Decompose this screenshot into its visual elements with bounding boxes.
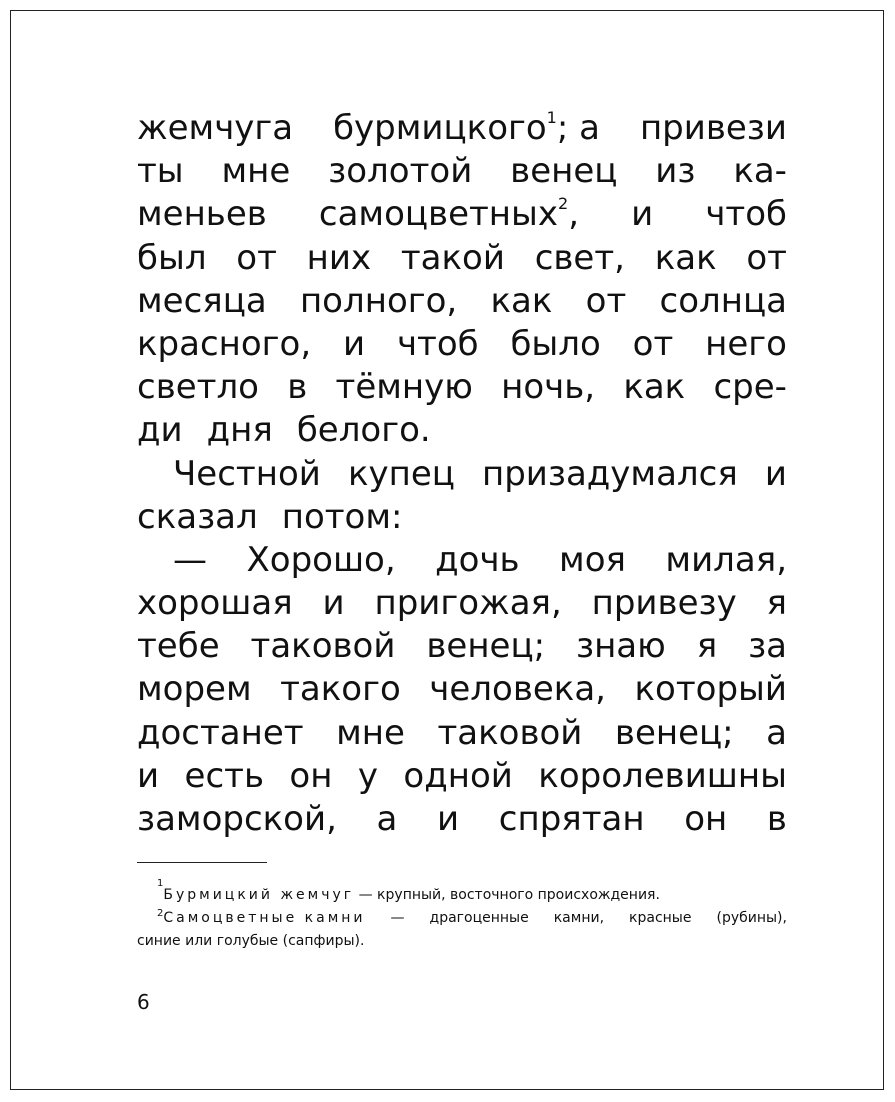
text-line [137,280,787,323]
word: который [634,669,787,710]
word: он [289,755,333,796]
word: за [748,626,787,667]
footnote-term: Бурмицкий жемчуг [163,887,355,903]
word: — [173,539,207,580]
word: как [490,280,553,321]
word: ночь, [501,367,596,408]
footnote-term-wrap [157,907,366,930]
word: и [631,194,654,235]
word: потом: [281,496,403,537]
word: милая, [665,539,787,580]
word: было [510,323,601,364]
text-line [137,323,787,366]
word: у [357,755,378,796]
word: ты [137,151,184,192]
word: самоцветных$^2$, [318,194,579,235]
text-line [137,107,787,150]
text-line [137,755,787,798]
text-line [137,668,787,711]
text-line [137,798,787,841]
word: купец [347,453,455,494]
word: таковой [437,712,583,753]
word: полного, [299,280,458,321]
word: а [376,799,398,839]
text-line [137,366,787,409]
footnote-word: драгоценные [429,910,529,926]
word: достанет [137,712,304,753]
word: тёмную [335,367,473,408]
word: таковой [250,626,396,667]
word: а [766,712,787,753]
word: венец [510,151,618,192]
footnote-word: красные [629,910,692,926]
text-line [137,712,787,755]
word: человека, [429,669,606,710]
word: ди [137,410,183,451]
word: и [322,583,345,624]
word: и [764,453,787,494]
word: них [306,237,372,278]
text-line [137,453,787,496]
footnote-word: камни, [553,910,605,926]
footnote-2 [137,907,787,930]
text-line [137,496,787,539]
word: морем [137,669,252,710]
footnote-term: Самоцветные камни [163,910,366,926]
word: и [137,755,160,796]
word: от [236,237,277,278]
word: есть [184,755,264,796]
footnote-number: 1 [157,878,164,889]
word: королевишны [538,755,787,796]
word: моя [559,539,626,580]
word: дня [206,410,273,451]
word: меньев [137,194,267,235]
text-line [137,237,787,280]
word: спрятан [498,799,645,839]
word: одной [403,755,513,796]
word: в [766,799,787,839]
word: светло [137,367,259,408]
text-line [137,193,787,236]
word: золотой [328,151,473,192]
footnote-word: — [390,910,405,926]
text-line [137,582,787,625]
text-line [137,539,787,582]
footnote-2-continuation [137,930,787,953]
word: сре- [713,367,787,408]
word: Честной [173,453,321,494]
word: знаю [576,626,666,667]
footnote-ref-1[interactable]: 1 [546,108,557,127]
word: хорошая [137,583,293,624]
word: мне [336,712,405,753]
word: свет, [534,237,625,278]
word: как [654,237,717,278]
word: как [623,367,686,408]
word: от [746,237,787,278]
word: венец; [614,712,734,753]
word: чтоб [396,323,479,364]
word: мне [221,151,291,192]
word: венец; [426,626,546,667]
word: солнца [659,280,787,321]
word: ка- [733,151,787,192]
footnote-text: — крупный, восточного происхождения. [358,887,660,903]
footnote-ref-2[interactable]: 2 [558,194,569,214]
footnote-number: 2 [157,908,164,919]
word: дочь [435,539,520,580]
footnote-text: синие или голубые (сапфиры). [137,933,365,949]
word: такого [280,669,401,710]
word: и [343,323,366,364]
word: месяца [137,280,267,321]
word: заморской, [137,799,337,839]
word: чтоб [705,194,787,235]
footnotes [137,878,787,953]
word: него [705,323,787,364]
word: от [585,280,627,321]
word: из [655,151,696,192]
word: был [137,237,207,278]
word: Хорошо, [246,539,396,580]
word: жемчуга [137,108,294,148]
word: в [287,367,308,408]
word: от [632,323,674,364]
word: привези [639,108,787,148]
word: я [696,626,718,667]
main-text [137,107,787,841]
text-line [137,150,787,193]
word: я [766,583,787,624]
word: такой [400,237,505,278]
word: белого. [296,410,431,451]
word: призадумался [481,453,738,494]
word: сказал [137,496,258,537]
footnote-word: (рубины), [716,910,787,926]
word: и [437,799,460,839]
word: пригожая, [374,583,562,624]
word: он [684,799,728,839]
text-line [137,625,787,668]
footnote-1 [137,878,787,907]
word: бурмицкого$^1$; а [333,108,600,148]
text-line [137,409,787,452]
word: красного, [137,323,312,364]
footnote-divider [137,862,267,863]
page-number: 6 [137,990,150,1014]
word: тебе [137,626,220,667]
word: привезу [591,583,737,624]
